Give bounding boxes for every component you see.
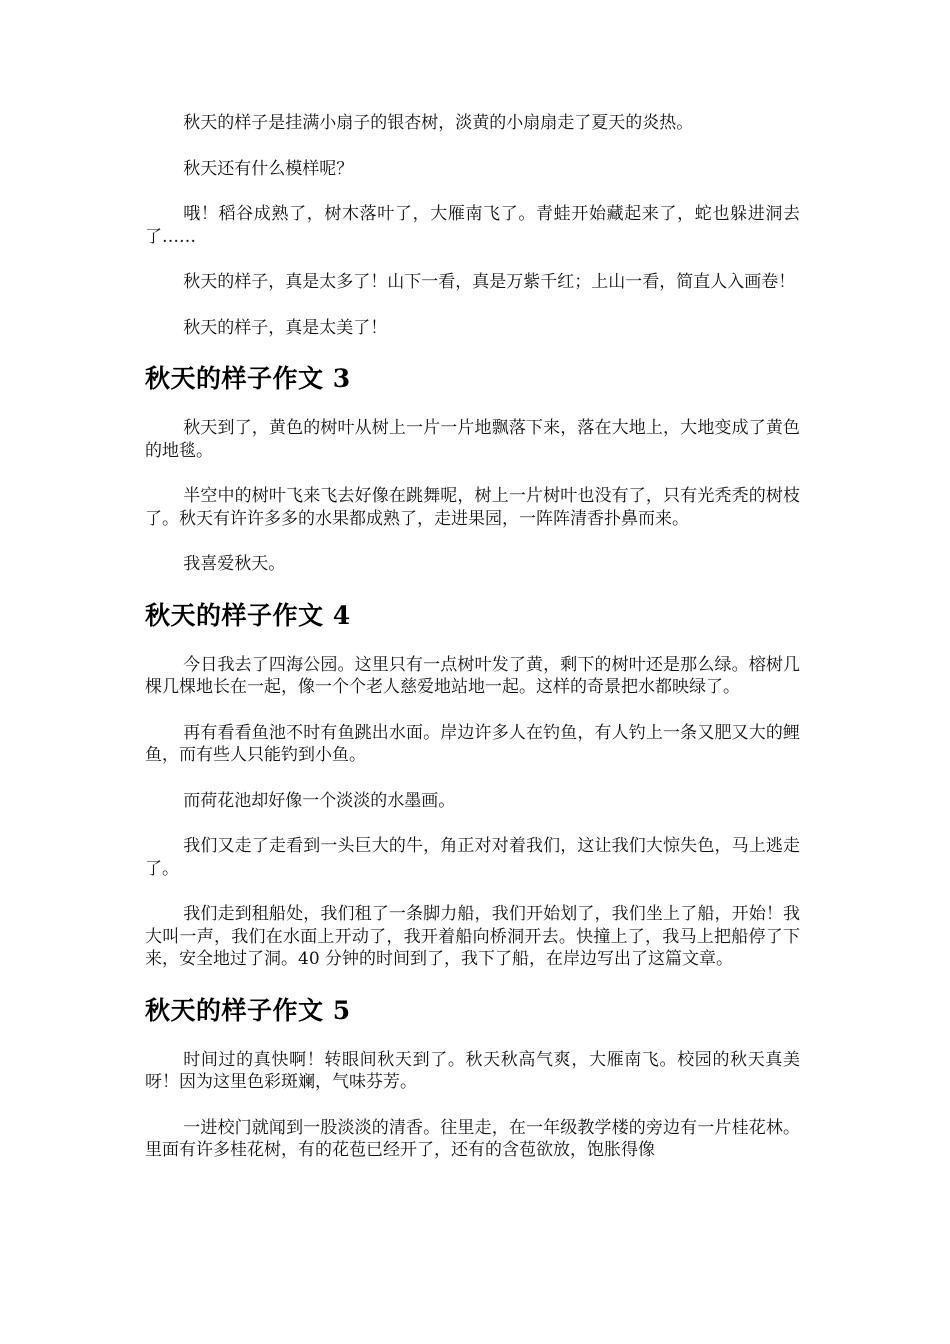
section-heading: 秋天的样子作文 5	[145, 995, 351, 1025]
document-body	[145, 112, 800, 1185]
paragraph: 秋天的样子，真是太多了！山下一看，真是万紫千红；上山一看，简直人入画卷！	[183, 272, 796, 292]
paragraph: 秋天的样子，真是太美了！	[183, 317, 388, 338]
paragraph: 我们走到租船处，我们租了一条脚力船，我们开始划了，我们坐上了船，开始！我大叫一声，我们在水面上开动了，我开着船向桥洞开去。快撞上了，我马上把船停了下来，安全地过了洞。40 分钟的时间到了，我下了船，在岸边写出了这篇文章。	[145, 904, 800, 969]
paragraph: 而荷花池却好像一个淡淡的水墨画。	[183, 790, 456, 811]
paragraph: 半空中的树叶飞来飞去好像在跳舞呢，树上一片树叶也没有了，只有光秃秃的树枝了。秋天有许许多多的水果都成熟了，走进果园，一阵阵清香扑鼻而来。	[145, 486, 800, 529]
paragraph: 一进校门就闻到一股淡淡的清香。往里走，在一年级教学楼的旁边有一片桂花林。里面有许多桂花树，有的花苞已经开了，还有的含苞欲放，饱胀得像	[145, 1117, 800, 1160]
section-heading: 秋天的样子作文 3	[145, 364, 351, 393]
paragraph: 秋天还有什么模样呢？	[183, 158, 354, 179]
paragraph: 哦！稻谷成熟了，树木落叶了，大雁南飞了。青蛙开始藏起来了，蛇也躲进洞去了……	[145, 204, 800, 247]
paragraph: 我喜爱秋天。	[183, 554, 286, 574]
section-heading: 秋天的样子作文 4	[145, 600, 351, 630]
paragraph: 再有看看鱼池不时有鱼跳出水面。岸边许多人在钓鱼，有人钓上一条又肥又大的鲤鱼，而有些人只能钓到小鱼。	[145, 722, 800, 765]
paragraph: 今日我去了四海公园。这里只有一点树叶发了黄，剩下的树叶还是那么绿。榕树几棵几棵地长在一起，像一个个老人慈爱地站地一起。这样的奇景把水都映绿了。	[145, 654, 800, 697]
paragraph: 秋天到了，黄色的树叶从树上一片一片地飘落下来，落在大地上，大地变成了黄色的地毯。	[145, 418, 800, 461]
paragraph: 我们又走了走看到一头巨大的牛，角正对对着我们，这让我们大惊失色，马上逃走了。	[145, 836, 800, 879]
paragraph: 时间过的真快啊！转眼间秋天到了。秋天秋高气爽，大雁南飞。校园的秋天真美呀！因为这里色彩斑斓，气味芬芳。	[145, 1049, 800, 1092]
paragraph: 秋天的样子是挂满小扇子的银杏树，淡黄的小扇扇走了夏天的炎热。	[183, 113, 694, 133]
